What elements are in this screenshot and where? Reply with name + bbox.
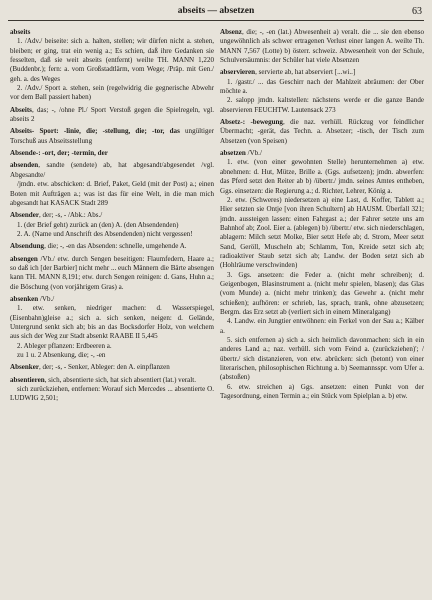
dictionary-entry (10, 161, 214, 208)
page-number: 63 (412, 6, 422, 17)
entry-head-line (220, 149, 424, 158)
entry-definition: , die; -, -en das Absenden: schnelle, umgehende A. (44, 242, 187, 251)
entry-sense: 2. A. (Name und Anschrift des Absendenden) nicht vergessen! (17, 229, 193, 238)
entry-headword: absengen (10, 254, 38, 263)
entry-headword: Abseits (10, 105, 32, 114)
header-rule (8, 20, 424, 21)
entry-sense: 2. salopp jmdn. kaltstellen: nächstens werde er die ganze Bande abservieren FEUCHTW. Lautensack 273 (220, 96, 424, 114)
dictionary-entry (10, 255, 214, 292)
entry-head-line (10, 376, 214, 385)
entry-definition: ungültiger Torschuß aus Abseitsstellung (10, 127, 214, 145)
entry-head-line (220, 68, 424, 77)
entry-sense: 1. etw. (von einer gewohnten Stelle) herunternehmen a) etw. abnehmen: d. Hut, Mütze, Brille a. (Ggs. aufsetzen); jmdn. abwerfen: das Pferd setzt den Reiter ab b) /übertr./ jmdn. seines Amtes entheben, Ggs. einsetzen: die Regierung a.; d. Richter, Lehrer, König a. (220, 158, 424, 195)
entry-head-line (10, 242, 214, 251)
dictionary-entry (10, 295, 214, 360)
entry-headword: absenken (10, 294, 39, 303)
entry-sense: 1. /Adv./ beiseite: sich a. halten, stellen; wir dürfen nicht a. stehen, bleiben; er ging, trat ein wenig a.; Es schien, daß ihre Gedanken sie fesselten, daß sie weit abseits (entfernt) weilte TH. MANN 1,220 (Buddenbr.); fern: a. vom Großstadtlärm, vom Wege; /Präp. mit Gen./ geh. a. des Weges (10, 37, 214, 83)
left-column (10, 28, 214, 600)
dictionary-entry (10, 127, 214, 146)
running-head (0, 6, 432, 18)
right-column (220, 28, 424, 600)
entry-head-line (10, 127, 214, 146)
entry-sense: zu 1 u. 2 Absenkung, die; -, -en (17, 351, 106, 359)
entry-sense: 1. /gastr./ ... das Geschirr nach der Mahlzeit abräumen: der Ober möchte a. (220, 77, 424, 96)
entry-definition: /Vb./ (38, 294, 55, 303)
entry-headword: absetzen (220, 149, 246, 158)
dictionary-entry (10, 376, 214, 404)
entry-headword: Absetz-: -bewegung (220, 118, 283, 127)
dictionary-entry (220, 68, 424, 115)
dictionary-entry (220, 28, 424, 65)
dictionary-entry (10, 363, 214, 372)
entry-head-line (10, 363, 214, 372)
entry-sense: 2. Ableger pflanzen: Erdbeeren a. (17, 341, 112, 350)
entry-definition: /Vb./ (245, 149, 262, 158)
entry-sense: sich zurückziehen, entfernen: Worauf sich Mercedes ... absentierte O. LUDWIG 2,501; (10, 385, 214, 403)
entry-headword: Absenz (220, 28, 242, 36)
entry-sense: 2. /Adv./ Sport a. stehen, sein (regelwidrig die gegnerische Abwehr vor dem Ball passiert haben) (10, 84, 214, 102)
entry-headword: abservieren (220, 68, 256, 77)
entry-sense: 1. (der Brief geht) zurück an (den) A. (den Absendenden) (17, 220, 179, 229)
entry-headword: absenden (10, 161, 39, 170)
entry-definition: , der; -s, - /Abk.: Abs./ (38, 211, 103, 220)
entry-definition: , sich, absentierte sich, hat sich absentiert (lat.) veralt. (44, 375, 196, 384)
entry-headword: abseits (10, 28, 31, 36)
entry-headword: Absender (10, 211, 39, 220)
entry-sense: 3. Ggs. ansetzen: die Feder a. (nicht mehr schreiben); d. Geigenbogen, Blasinstrument a. (nicht mehr spielen, blasen); das Glas (vom Munde) a. (nicht mehr trinken); das Gewehr a. (nicht mehr schießen); aufhören: er schrieb, las, sprach, trank, ohne abzusetzen; Bergm. das Erz setzt ab (verliert sich in einem Mineralgang) (220, 270, 424, 316)
entry-sense: 1. etw. senken, niedriger machen: d. Wasserspiegel, (Eisenbahn)gleise a.; sich a. sich senken, neigen: d. Gelände, Untergrund senkt sich ab; bis an das Bocksdorfer Holz, von welchem aus sich der Weg zur Stadt absenkt RAABE II 5,445 (10, 304, 214, 341)
entry-definition: , die naz. verhüll. Rückzug vor feindlicher Übermacht; -gerät, das Techn. a. Absetzer; -tisch, der Tisch zum Absetzen (von Speisen) (220, 118, 424, 145)
entry-head-line (10, 255, 214, 292)
entry-headword: Absende-: -ort, der; -termin, der (10, 149, 108, 158)
entry-definition: , das; -, /ohne Pl./ Sport Verstoß gegen die Spielregeln, vgl. abseits 2 (10, 105, 214, 124)
entry-head-line (10, 106, 214, 125)
entry-head-line (220, 118, 424, 146)
dictionary-entry (220, 118, 424, 146)
entry-head-line (10, 149, 214, 158)
entry-definition: , servierte ab, hat abserviert [...wi..] (255, 68, 356, 77)
entry-head-line (10, 295, 214, 304)
entry-definition: , sandte (sendete) ab, hat abgesandt/abgesendet /vgl. Abgesandte/ (10, 161, 214, 179)
entry-sense: 2. etw. (Schweres) niedersetzen a) eine Last, d. Koffer, Tablett a.; Hier setzten sie Ontje [von ihren Schultern] ab HAUSM. Überfall 321; jmdn. aussteigen lassen: einen Fahrgast a.; der Fahrer setzte uns am Bahnhof ab; Zool. Eier a. (ablegen) b) /übertr./ etw. sich niederschlagen, ablagern: Milch setzt Molke, Bier setzt Hefe ab; d. Strom, Meer setzt Sand, Geröll, Muscheln ab; Schlamm, Ton, Kreide setzt sich ab; radioaktiver Staub setzt sich ab; Landw. der Boden setzt sich ab (Hohlräume verschwinden) (220, 195, 424, 270)
dictionary-entry (10, 106, 214, 125)
dictionary-entry (10, 28, 214, 103)
entry-sense: /jmdn. etw. abschicken: d. Brief, Paket, Geld (mit der Post) a.; einen Boten mit Aufträgen a.; was ist das für eine Welt, in die man mich abgesandt hat KASACK Stadt 289 (10, 180, 214, 207)
entry-headword: Absendung (10, 242, 45, 251)
entry-definition: /Vb./ etw. durch Sengen beseitigen: Flaumfedern, Haare a.; so daß ich [der Barbier] nicht mehr ... euch Männern die Bärte absengen kann TH. MANN 8,191; etw. durch Sengen reinigen: d. Gans, Huhn a.; die Böschung (von vorjährigem Gras) a. (10, 254, 214, 291)
dictionary-entry (220, 149, 424, 401)
entry-head-line (10, 211, 214, 220)
entry-head-line (10, 161, 214, 180)
entry-headword: absentieren (10, 375, 45, 384)
entry-head-line (220, 28, 424, 65)
running-head-title: abseits — absetzen (177, 6, 255, 16)
entry-headword: Absenker (10, 363, 39, 372)
dictionary-entry (10, 242, 214, 251)
entry-definition: , der; -s, - Senker, Ableger: den A. einpflanzen (38, 363, 170, 372)
entry-head-line (10, 28, 214, 37)
entry-sense: 5. sich entfernen a) sich a. sich heimlich davonmachen: sich in ein anderes Land a.; naz. verhüll. sich vom Feind a. (zurückziehen)'; /übertr./ sich distanzieren, von etw. abrücken: sich (betont) von einer literarischen, philosophischen Richtung a. b) Seemannsspr. vom Ufer a. (abstoßen) (220, 336, 424, 382)
entry-sense: 4. Landw. ein Jungtier entwöhnen: ein Ferkel von der Sau a.; Kälber a. (220, 317, 424, 335)
entry-sense: 6. etw. streichen a) Ggs. ansetzen: einen Punkt von der Tagesordnung, einen Termin a.; ein Stück vom Spielplan a. b) etw. (220, 382, 424, 401)
entry-headword: Abseits- Sport: -linie, die; -stellung, die; -tor, das (10, 127, 180, 136)
dictionary-entry (10, 149, 214, 158)
dictionary-entry (10, 211, 214, 239)
entry-definition: , die; -, -en (lat.) Abwesenheit a) veralt. die ... sie den ebenso ungewöhnlich als schwer ertragenen Verlust einer langen A. weilte Th. MANN 7,567 (Lotte) b) österr. schweiz. Abwesenheit von der Schule, Schulversäumnis: der Schüler hat viele Absenzen (220, 28, 424, 65)
